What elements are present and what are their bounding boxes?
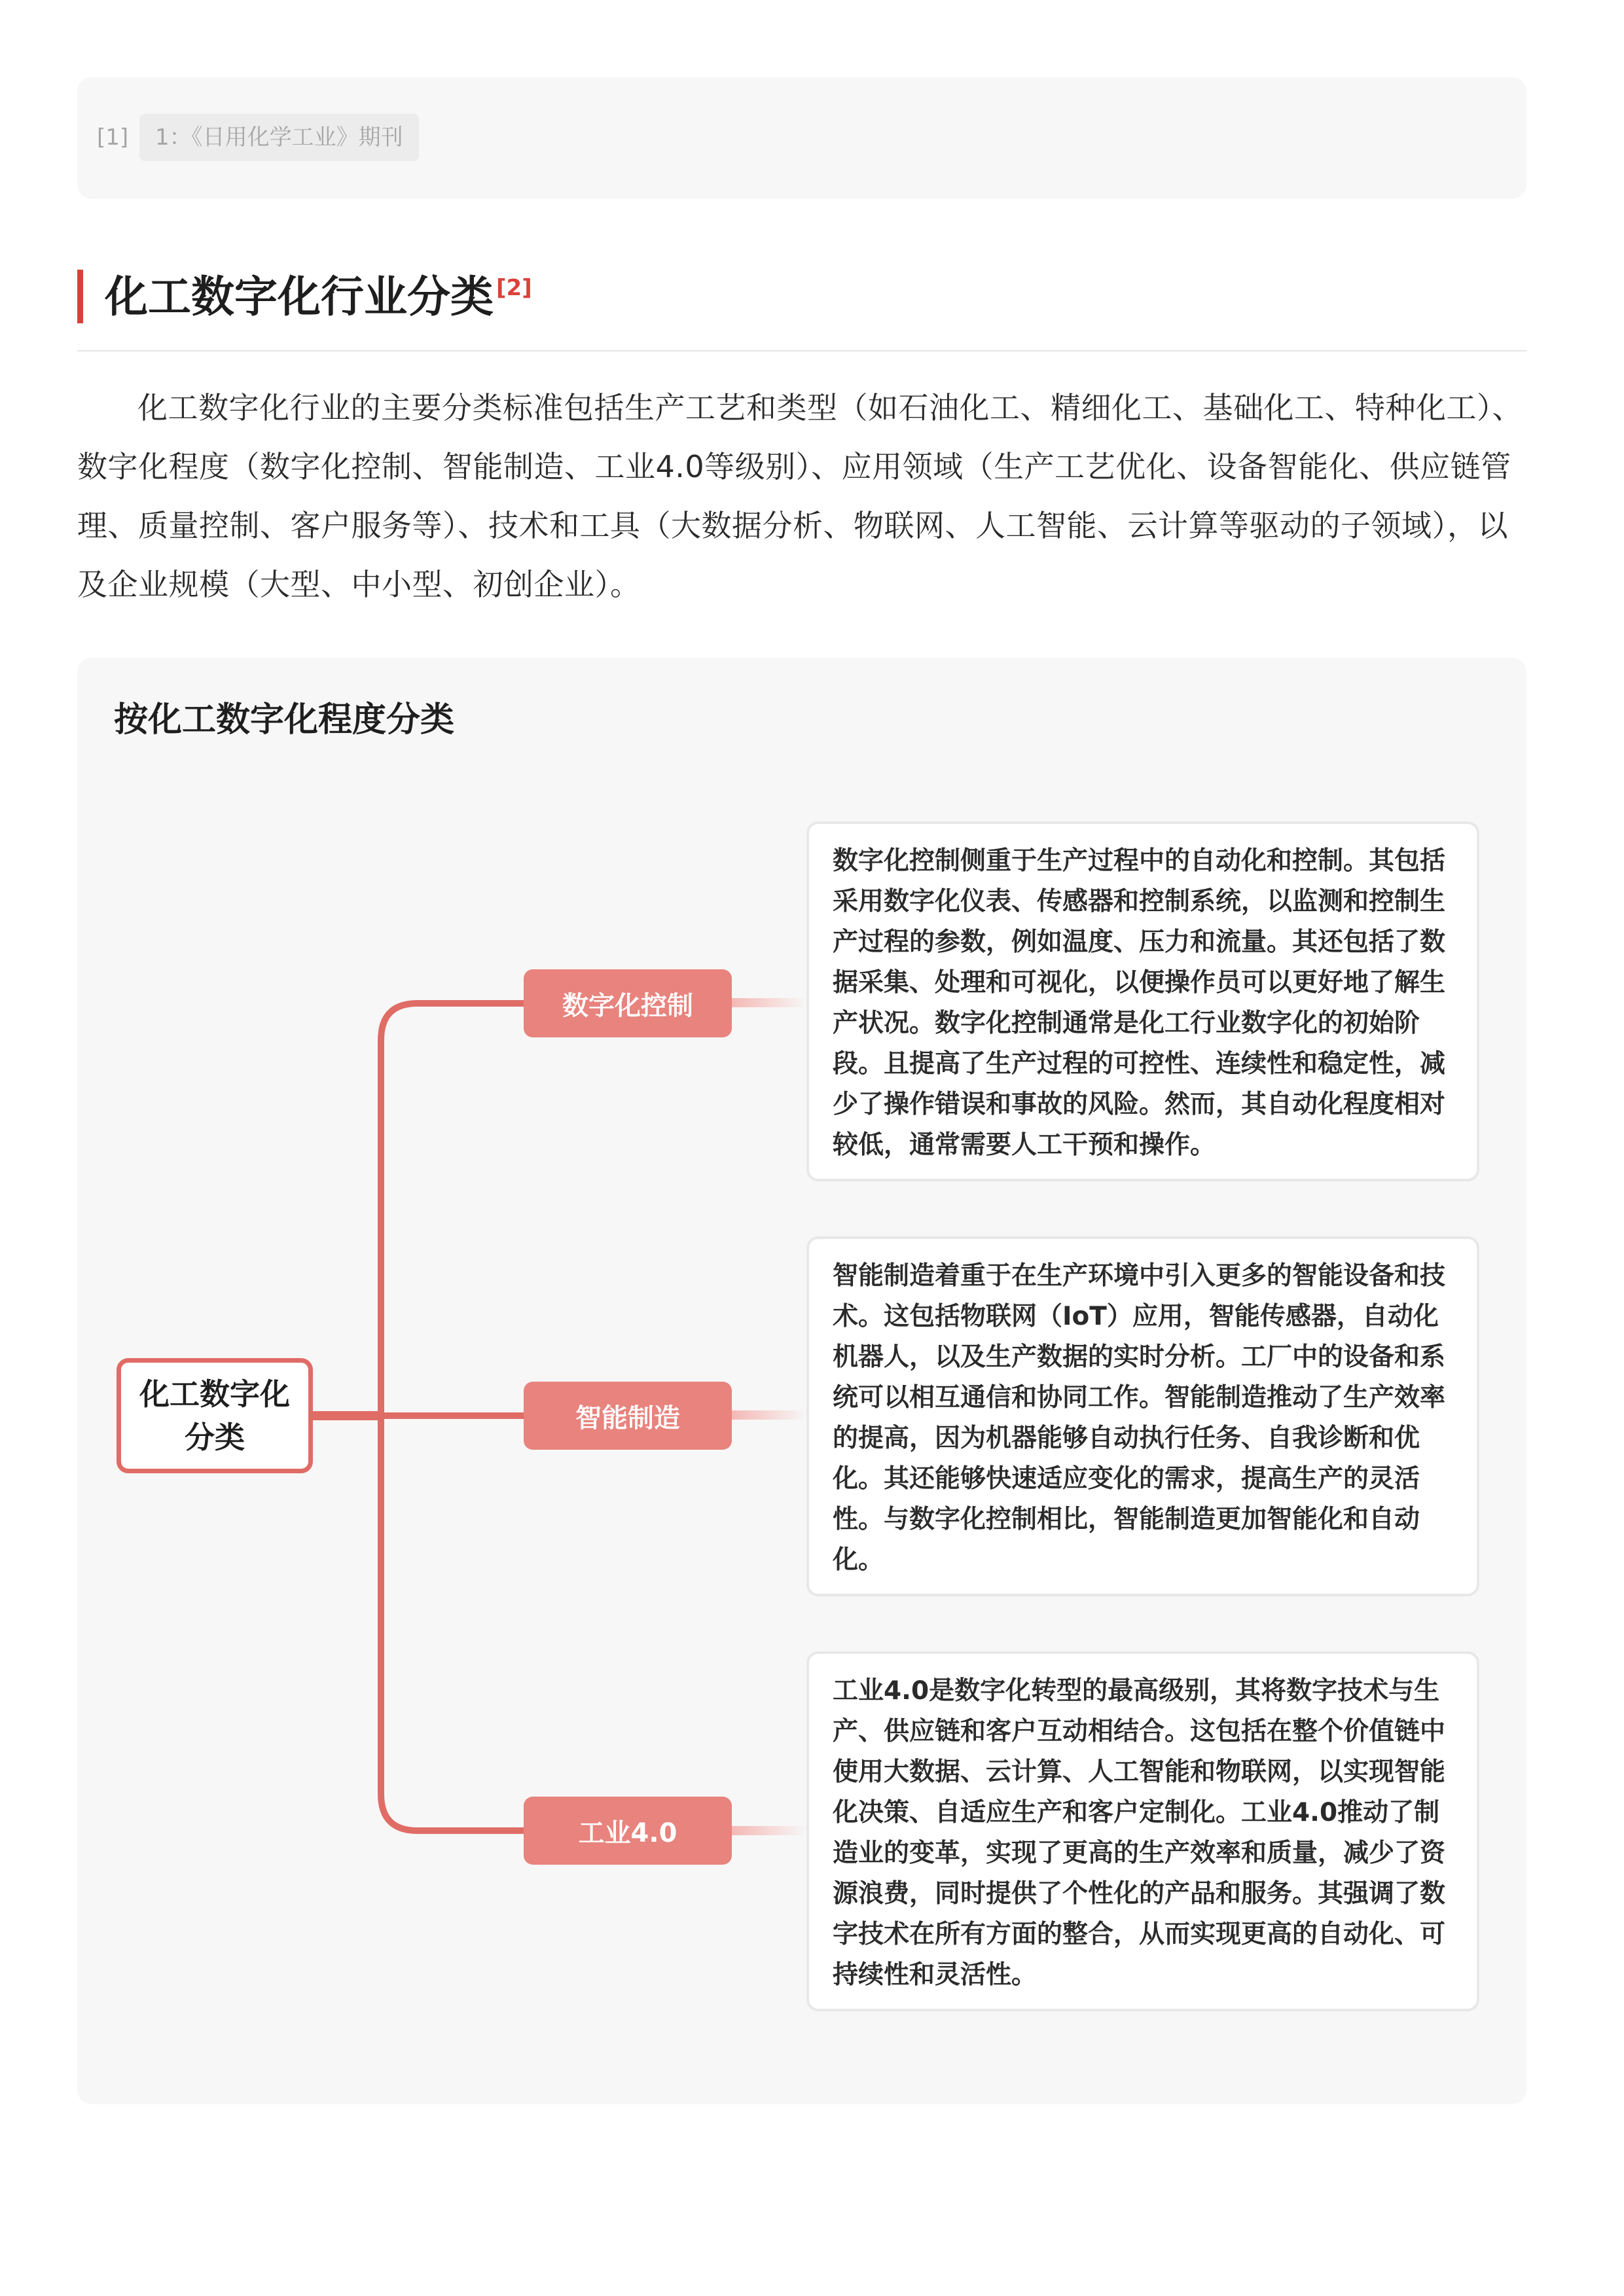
card-smart-manufacturing: 智能制造着重于在生产环境中引入更多的智能设备和技术。这包括物联网（IoT）应用，智能传感器，自动化机器人，以及生产数据的实时分析。工厂中的设备和系统可以相互通信和协同工作。智能制造推动了生产效率的提高，因为机器能够自动执行任务、自我诊断和优化。其还能够快速适应变化的需求，提高生产的灵活性。与数字化控制相比，智能制造更加智能化和自动化。 bbox=[806, 1236, 1479, 1596]
connector-trunk bbox=[381, 1003, 524, 1831]
branch-digital-control[interactable]: 数字化控制 bbox=[524, 969, 732, 1037]
connector-card-2 bbox=[732, 1410, 806, 1420]
connector-card-1 bbox=[732, 998, 806, 1007]
footnote-link[interactable]: [2] bbox=[496, 275, 532, 301]
branch-smart-manufacturing[interactable]: 智能制造 bbox=[524, 1382, 732, 1450]
reference-box bbox=[77, 77, 1526, 199]
section-divider bbox=[77, 350, 1526, 351]
section-title-text: 化工数字化行业分类 bbox=[105, 272, 494, 322]
card-digital-control: 数字化控制侧重于生产过程中的自动化和控制。其包括采用数字化仪表、传感器和控制系统，以监测和控制生产过程的参数，例如温度、压力和流量。其还包括了数据采集、处理和可视化，以便操作员可以更好地了解生产状况。数字化控制通常是化工行业数字化的初始阶段。且提高了生产过程的可控性、连续性和稳定性，减少了操作错误和事故的风险。然而，其自动化程度相对较低，通常需要人工干预和操作。 bbox=[806, 821, 1479, 1181]
section-title bbox=[105, 264, 532, 330]
card-industry-4: 工业4.0是数字化转型的最高级别，其将数字技术与生产、供应链和客户互动相结合。这包括在整个价值链中使用大数据、云计算、人工智能和物联网，以实现智能化决策、自适应生产和客户定制化。工业4.0推动了制造业的变革，实现了更高的生产效率和质量，减少了资源浪费，同时提供了个性化的产品和服务。其强调了数字技术在所有方面的整合，从而实现更高的自动化、可持续性和灵活性。 bbox=[806, 1651, 1479, 2011]
mindmap-panel bbox=[77, 658, 1526, 2104]
panel-title: 按化工数字化程度分类 bbox=[114, 700, 455, 740]
section-accent-bar bbox=[77, 270, 83, 323]
mindmap-root[interactable]: 化工数字化分类 bbox=[117, 1358, 313, 1473]
intro-paragraph: 化工数字化行业的主要分类标准包括生产工艺和类型（如石油化工、精细化工、基础化工、特种化工）、数字化程度（数字化控制、智能制造、工业4.0等级别）、应用领域（生产工艺优化、设备智能化、供应链管理、质量控制、客户服务等）、技术和工具（大数据分析、物联网、人工智能、云计算等驱动的子领域），以及企业规模（大型、中小型、初创企业）。 bbox=[77, 390, 1523, 602]
connector-card-3 bbox=[732, 1826, 806, 1835]
branch-industry-4[interactable]: 工业4.0 bbox=[524, 1797, 732, 1865]
reference-index: [1] bbox=[97, 124, 129, 151]
reference-source-chip[interactable]: 1：《日用化学工业》期刊 bbox=[139, 114, 419, 161]
